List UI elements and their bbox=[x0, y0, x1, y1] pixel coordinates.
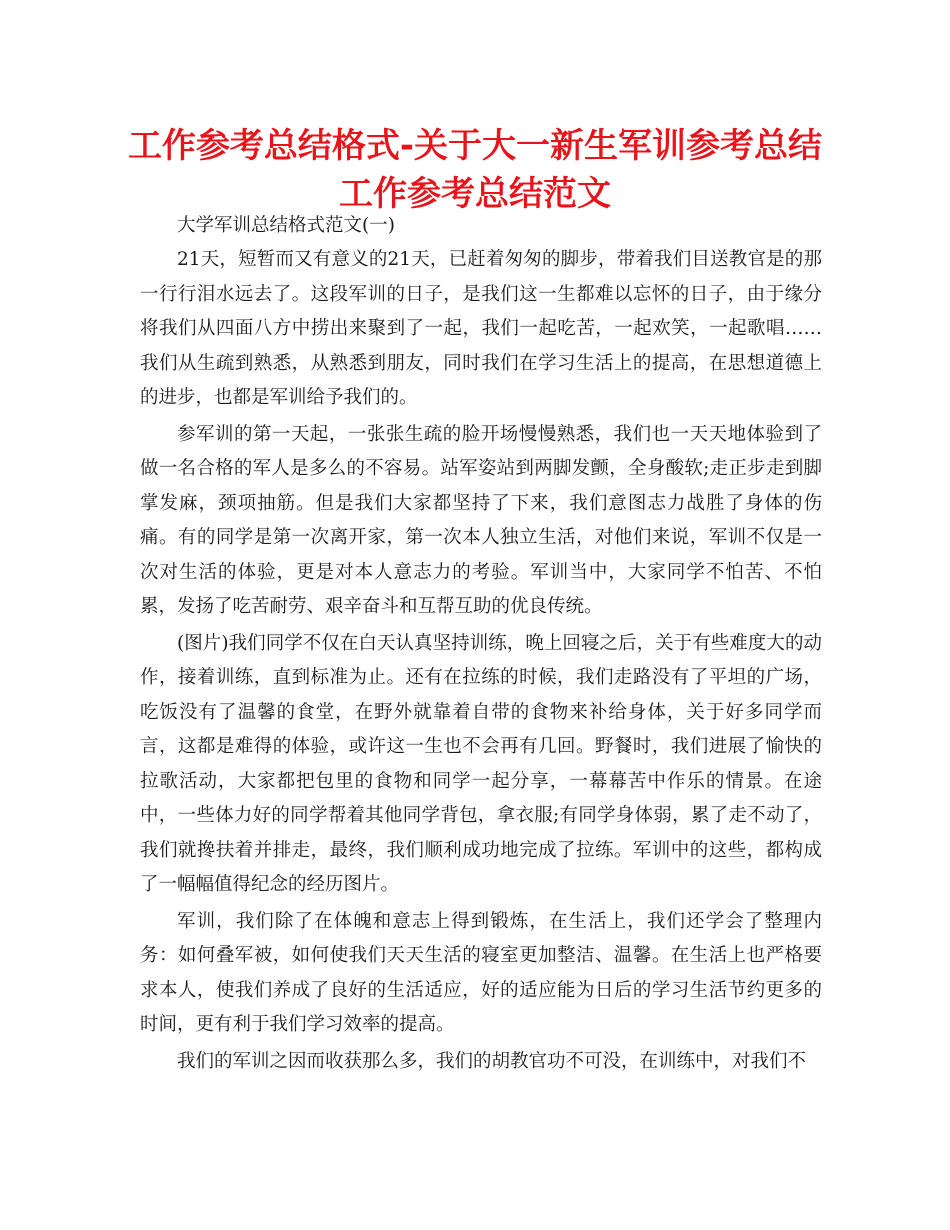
paragraph-3: (图片)我们同学不仅在白天认真坚持训练，晚上回寝之后，关于有些难度大的动作，接着训练，直到标准为止。还有在拉练的时候，我们走路没有了平坦的广场，吃饭没有了温馨的食堂，在野外就靠着自带的食物来补给身体，关于好多同学而言，这都是难得的体验，或许这一生也不会再有几回。野餐时，我们进展了愉快的拉歌活动，大家都把包里的食物和同学一起分享，一幕幕苦中作乐的情景。在途中，一些体力好的同学帮着其他同学背包，拿衣服;有同学身体弱，累了走不动了，我们就搀扶着并排走，最终，我们顺利成功地完成了拉练。军训中的这些，都构成了一幅幅值得纪念的经历图片。 bbox=[140, 632, 822, 895]
paragraph-1: 21天，短暂而又有意义的21天，已赶着匆匆的脚步，带着我们目送教官是的那一行行泪水远去了。这段军训的日子，是我们这一生都难以忘怀的日子，由于缘分将我们从四面八方中捞出来聚到了一起，我们一起吃苦，一起欢笑，一起歌唱……我们从生疏到熟悉，从熟悉到朋友，同时我们在学习生活上的提高，在思想道德上的进步，也都是军训给予我们的。 bbox=[140, 249, 822, 408]
section-heading: 大学军训总结格式范文(一) bbox=[177, 215, 395, 236]
document-title: 工作参考总结格式-关于大一新生军训参考总结工作参考总结范文 bbox=[127, 126, 823, 214]
document-body bbox=[140, 209, 822, 1079]
paragraph-5: 我们的军训之因而收获那么多，我们的胡教官功不可没，在训练中，对我们不 bbox=[177, 1050, 807, 1072]
paragraph-2: 参军训的第一天起，一张张生疏的脸开场慢慢熟悉，我们也一天天地体验到了做一名合格的军人是多么的不容易。站军姿站到两脚发颤，全身酸软;走正步走到脚掌发麻，颈项抽筋。但是我们大家都坚持了下来，我们意图志力战胜了身体的伤痛。有的同学是第一次离开家，第一次本人独立生活，对他们来说，军训不仅是一次对生活的体验，更是对本人意志力的考验。军训当中，大家同学不怕苦、不怕累，发扬了吃苦耐劳、艰辛奋斗和互帮互助的优良传统。 bbox=[140, 423, 822, 617]
paragraph-4: 军训，我们除了在体魄和意志上得到锻炼，在生活上，我们还学会了整理内务：如何叠军被，如何使我们天天生活的寝室更加整洁、温馨。在生活上也严格要求本人，使我们养成了良好的生活适应，好的适应能为日后的学习生活节约更多的时间，更有利于我们学习效率的提高。 bbox=[140, 910, 822, 1035]
